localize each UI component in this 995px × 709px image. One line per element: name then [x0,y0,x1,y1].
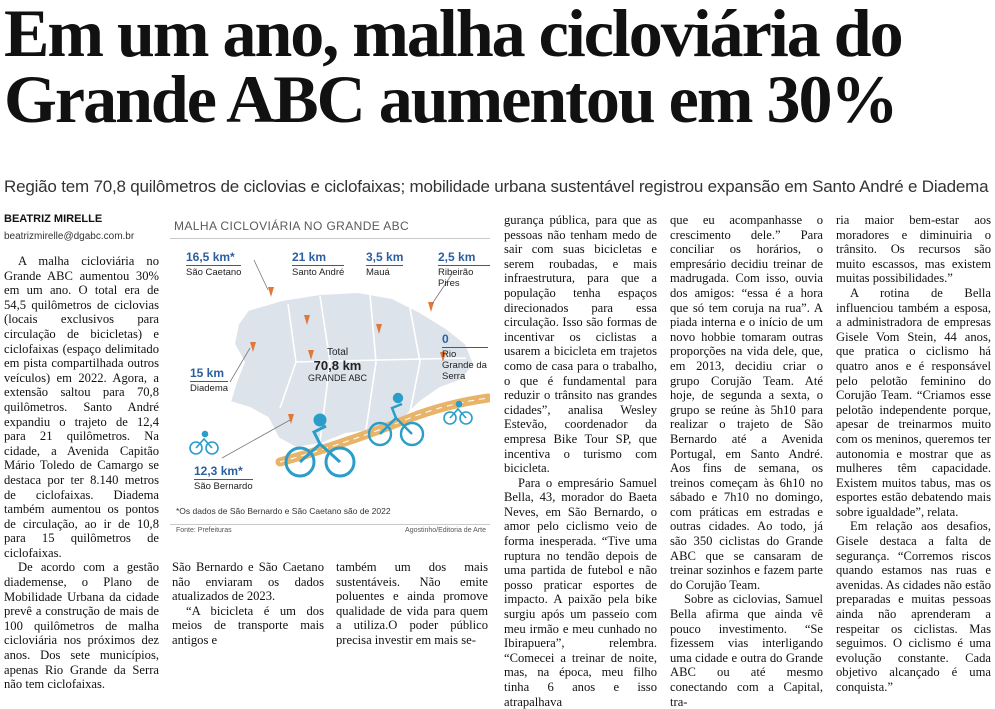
article-column-3 [504,213,657,709]
city-label: 0 Rio Grande da Serra [442,332,487,382]
byline: BEATRIZ MIRELLE [4,213,103,225]
paragraph: que eu acompanhasse o crescimento dele.” Para conciliar os horários, o empresário decidiu treinar de madrugada. Com isso, ouvia dos amigos: “essa é a hora que só tem coruja na rua”. A piada interna e o início de um novo hobbie tomaram outras proporções na vida dele, que, em 2013, decidiu criar o grupo Corujão Team. Até hoje, de segunda a sexta, o grupo se reúne às 5h10 para realizar o trajeto de São Bernardo até a Avenida Portugal, em Santo André. Aos fins de semana, os treinos começam às 6h10 no sábado e 7h10 no domingo, com práticas em estradas e outras cidades. Ao todo, já são 350 ciclistas do Grande ABC que se cansaram de treinar sozinhos e fazem parte do Corujão Team. [670,213,823,592]
author-email[interactable]: beatrizmirelle@dgabc.com.br [4,231,135,242]
article-column-2a [172,560,324,648]
article-column-2b [336,560,488,648]
bike-network-graphic [170,212,490,542]
paragraph: A rotina de Bella influenciou também a esposa, a administradora de empresas Gisele Vom Stein, 44 anos, que pratica o ciclismo há quatro anos e é responsável pelo pelotão feminino do Corujão Team. “Criamos esse pelotão independente porque, apesar de treinarmos muito com os meninos, queremos ter autonomia e mostrar que as mulheres têm capacidade. Existem muitos tabus, mas os esportes estão debatendo mais sobre igualdade”, relata. [836,285,991,519]
paragraph: Para o empresário Samuel Bella, 43, morador do Baeta Neves, em São Bernardo, o amor pelo ciclismo veio de forma inesperada. “Tive uma ruptura no tendão depois de uma partida de futebol e não posso praticar esportes de impacto. A paixão pela bike surgiu após um passeio com meu irmão e meu cunhado no Ibirapuera”, relembra. “Comecei a treinar de noite, mas, na época, meu filho tinha 6 anos e isso atrapalhava [504,475,657,709]
article-column-4 [670,213,823,709]
article-column-5 [836,213,991,695]
paragraph: São Bernardo e São Caetano não enviaram os dados atualizados de 2023. [172,560,324,604]
paragraph: Em relação aos desafios, Gisele destaca a falta de segurança. “Corremos riscos quando estamos nas ruas e avenidas. As cidades não estão preparadas e muitas pessoas ainda não aprenderam a respeitar os ciclistas. Mas seguimos. O ciclismo é uma evolução constante. Cada objetivo alcançado é uma conquista.” [836,519,991,694]
paragraph: ria maior bem-estar aos moradores e diminuiria o trânsito. Os recursos são muito escassos, mas existem muitas possibilidades.” [836,213,991,286]
article-column-1 [4,254,159,692]
city-label: 16,5 km* São Caetano [186,250,242,278]
headline: Em um ano, malha cicloviária do Grande ABC aumentou em 30% [4,0,902,137]
city-label: 2,5 km Ribeirão Pires [438,250,490,289]
paragraph: A malha cicloviária no Grande ABC aumentou 30% em um ano. O total era de 54,5 quilômetros de ciclovias (locais exclusivos para circulação de bicicletas) e ciclofaixas (espaço delimitado em pista compartilhada outros veículos) em 2022. Agora, a extensão saltou para 70,8 quilômetros. Santo André expandiu o trajeto de 12,4 para 21 quilômetros. Na cidade, a Avenida Capitão Mário Toledo de Camargo se destaca por ter 8.140 metros de ciclofaixas. Diadema também aumentou os pontos de circulação, ao ir de 10,8 para 15 quilômetros de ciclofaixas. [4,254,159,560]
graphic-source: Fonte: Prefeituras [176,527,232,534]
paragraph: gurança pública, para que as pessoas não tenham medo de sair com suas bicicletas e serem roubadas, e mais infraestrutura, para que a população tenha espaços direcionados para essa circulação. Isso são formas de incentivar os ciclistas a usarem a bicicleta em trajetos como de casa para o trabalho, o que é fundamental para reduzir o trânsito nas grandes cidades”, analisa Wesley Estevão, coordenador da empresa Bike Tour SP, que incentiva o turismo com bicicleta. [504,213,657,476]
paragraph: De acordo com a gestão diademense, o Plano de Mobilidade Urbana da cidade prevê a construção de mais de 100 quilômetros de malha cicloviária nos próximos dez anos. Dos sete municípios, apenas Rio Grande da Serra não tem ciclofaixas. [4,560,159,692]
subtitle: Região tem 70,8 quilômetros de ciclovias e ciclofaixas; mobilidade urbana sustentável registrou expansão em Santo André e Diadema [4,177,989,196]
divider [170,524,490,525]
paragraph: Sobre as ciclovias, Samuel Bella afirma que ainda vê pouco investimento. “Se fizessem vias interligando uma cidade e outra do Grande ABC ou até mesmo conectando com a Capital, tra- [670,592,823,709]
graphic-footnote: *Os dados de São Bernardo e São Caetano são de 2022 [176,506,391,516]
leader-line [254,260,268,290]
graphic-title: MALHA CICLOVIÁRIA NO GRANDE ABC [174,219,410,233]
city-label: 12,3 km* São Bernardo [194,464,253,492]
cyclist-icon [190,432,218,455]
paragraph: “A bicicleta é um dos meios de transporte mais antigos e [172,603,324,647]
total-label: Total 70,8 km GRANDE ABC [308,347,368,383]
graphic-credit: Agostinho/Editoria de Arte [405,527,486,534]
paragraph: também um dos mais sustentáveis. Não emite poluentes e ainda promove qualidade de vida para quem a utiliza.O poder público precisa investir em mais se- [336,560,488,647]
city-label: 21 km Santo André [292,250,345,278]
city-label: 3,5 km Mauá [366,250,404,278]
city-label: 15 km Diadema [190,366,229,394]
